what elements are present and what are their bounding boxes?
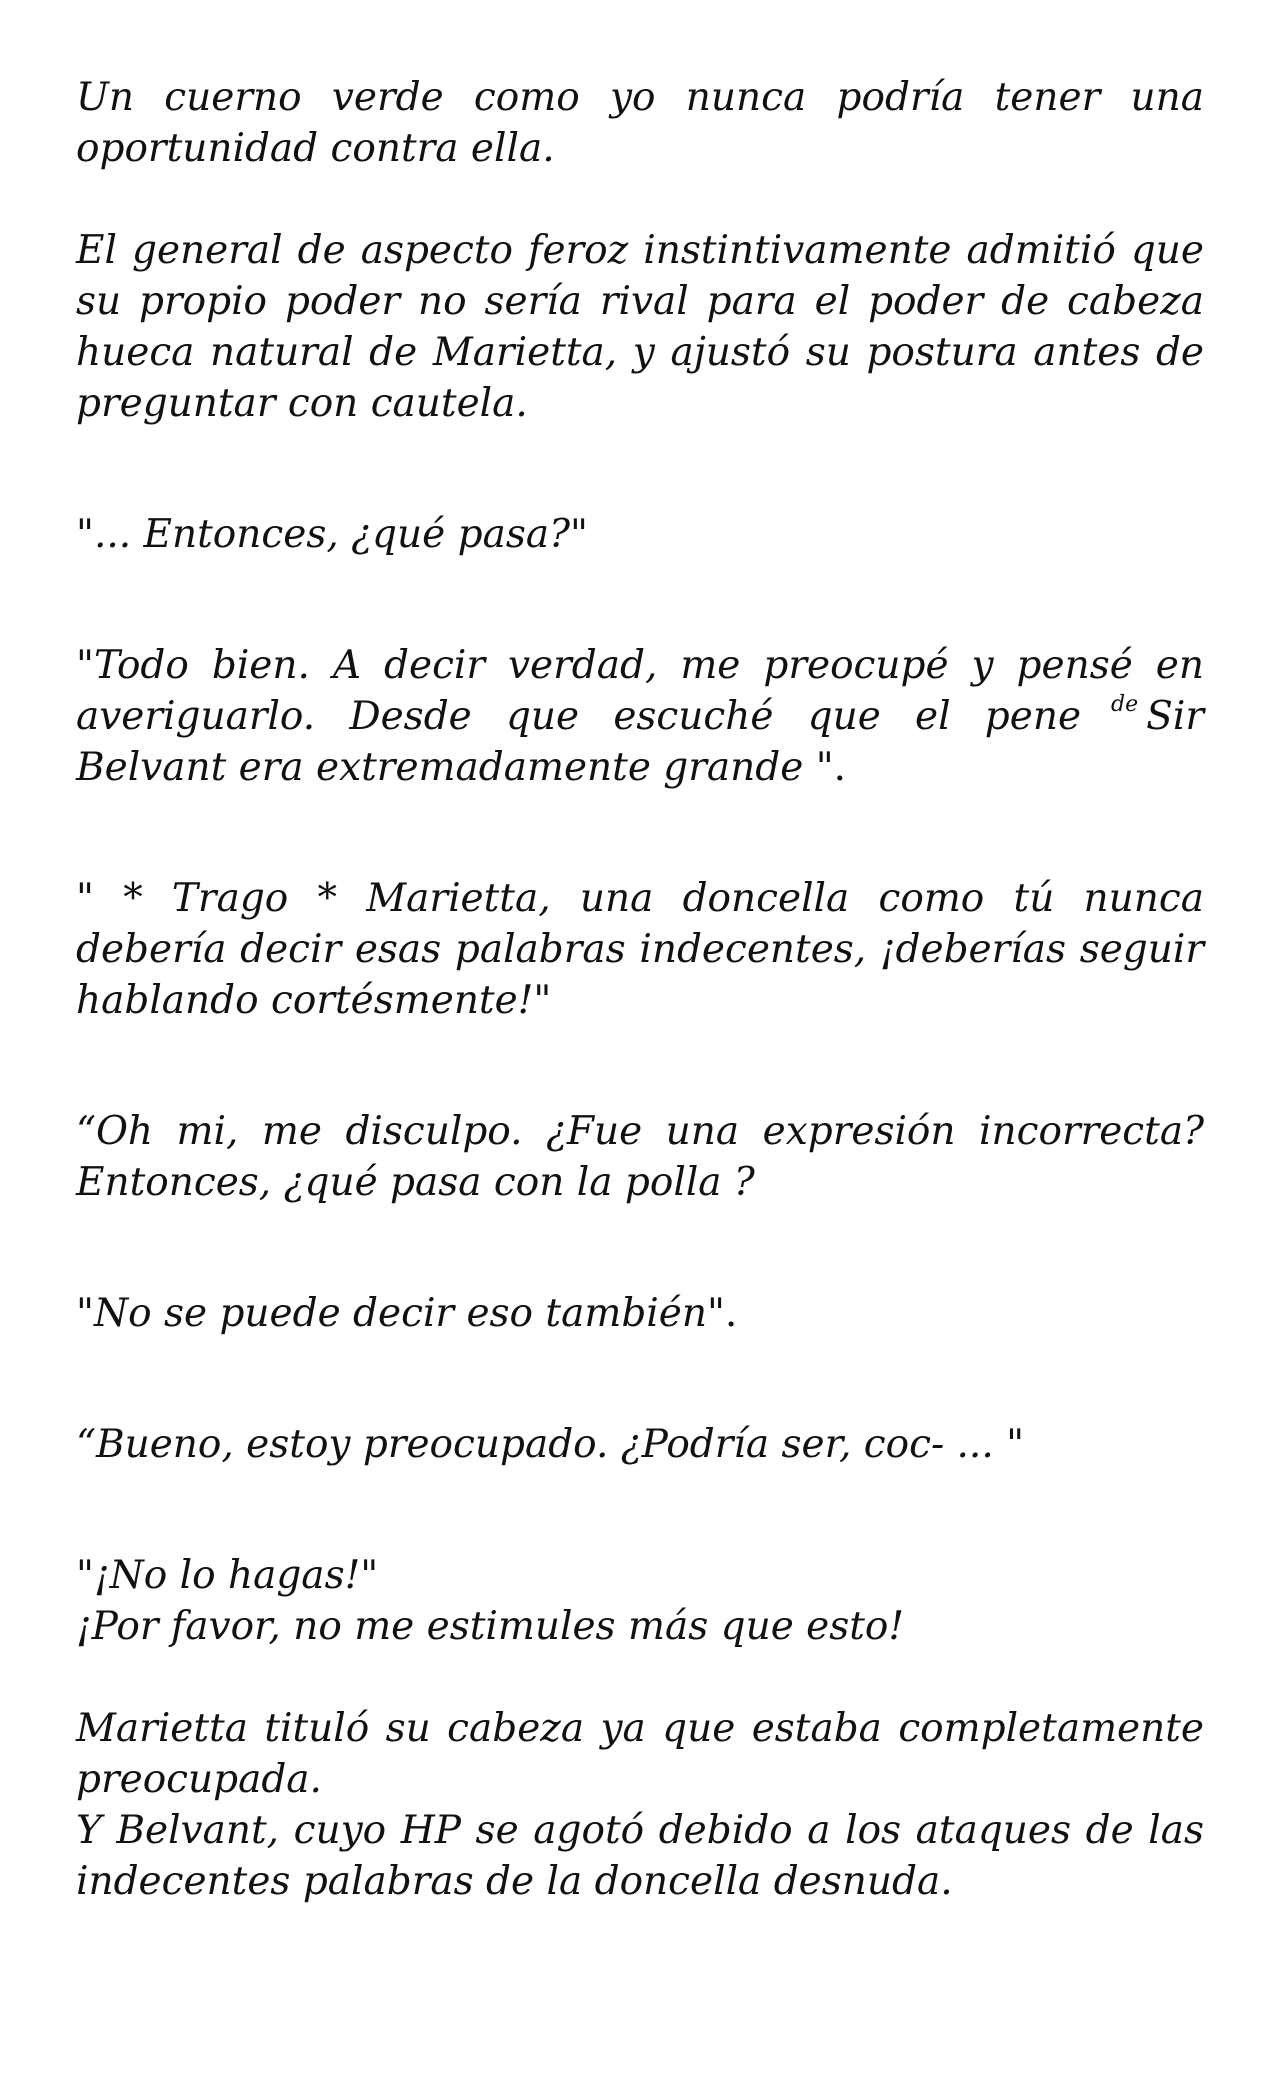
open-quote: " xyxy=(76,512,94,557)
narration-belvant: Y Belvant, cuyo HP se agotó debido a los ataques de las indecentes palabras de la doncella desnuda. xyxy=(76,1808,1204,1904)
open-quote: " xyxy=(76,876,124,921)
thought-por-favor: ¡Por favor, no me estimules más que esto! xyxy=(76,1604,905,1649)
close-quote: " xyxy=(360,1553,379,1598)
dialogue-no-se-puede-text: No se puede decir eso también xyxy=(93,1291,707,1336)
paragraph-1: Un cuerno verde como yo nunca podría tener una oportunidad contra ella. xyxy=(76,75,1204,171)
closing-mark: ". xyxy=(706,1291,738,1336)
dialogue-todo-bien xyxy=(76,640,1204,793)
open-quote: " xyxy=(76,1291,94,1336)
paragraph-2: El general de aspecto feroz instintivamente admitió que su propio poder no sería rival para el poder de cabeza hueca natural de Marietta, y ajustó su postura antes de preguntar con cautela. xyxy=(76,228,1204,426)
dialogue-trago-text: * Trago * Marietta, una doncella como tú nunca debería decir esas palabras indecentes, ¡deberías seguir hablando cortésmente! xyxy=(76,876,1205,1023)
closing-narration xyxy=(76,1703,1204,1907)
dialogue-entonces xyxy=(76,509,1204,560)
close-quote: " xyxy=(533,978,552,1023)
dialogue-todo-bien-text-b: Sir Belvant era extremadamente grande xyxy=(76,694,1204,790)
dialogue-bueno xyxy=(76,1419,1204,1470)
dialogue-entonces-text: ... Entonces, ¿qué pasa? xyxy=(93,512,570,557)
dialogue-no-lo-hagas xyxy=(76,1550,1204,1601)
document-page xyxy=(76,72,1204,1907)
open-quote: " xyxy=(76,643,94,688)
dialogue-no-lo-hagas-block xyxy=(76,1550,1204,1652)
narration-marietta: Marietta tituló su cabeza ya que estaba completamente preocupada. xyxy=(76,1706,1204,1802)
close-quote: " xyxy=(1006,1422,1025,1467)
closing-mark: ". xyxy=(815,745,847,790)
dialogue-no-lo-hagas-text: ¡No lo hagas! xyxy=(93,1553,361,1598)
dialogue-todo-bien-text-a: Todo bien. A decir verdad, me preocupé y pensé en averiguarlo. Desde que escuché que el pene xyxy=(76,643,1204,739)
dialogue-trago xyxy=(76,873,1204,1026)
close-quote: " xyxy=(570,512,588,557)
superscript-de: de xyxy=(1111,692,1139,717)
dialogue-no-se-puede xyxy=(76,1288,1204,1339)
open-quote: " xyxy=(76,1553,94,1598)
dialogue-oh-mi: “Oh mi, me disculpo. ¿Fue una expresión incorrecta? Entonces, ¿qué pasa con la polla ? xyxy=(76,1109,1204,1205)
dialogue-bueno-text: “Bueno, estoy preocupado. ¿Podría ser, coc- ... xyxy=(76,1422,1007,1467)
